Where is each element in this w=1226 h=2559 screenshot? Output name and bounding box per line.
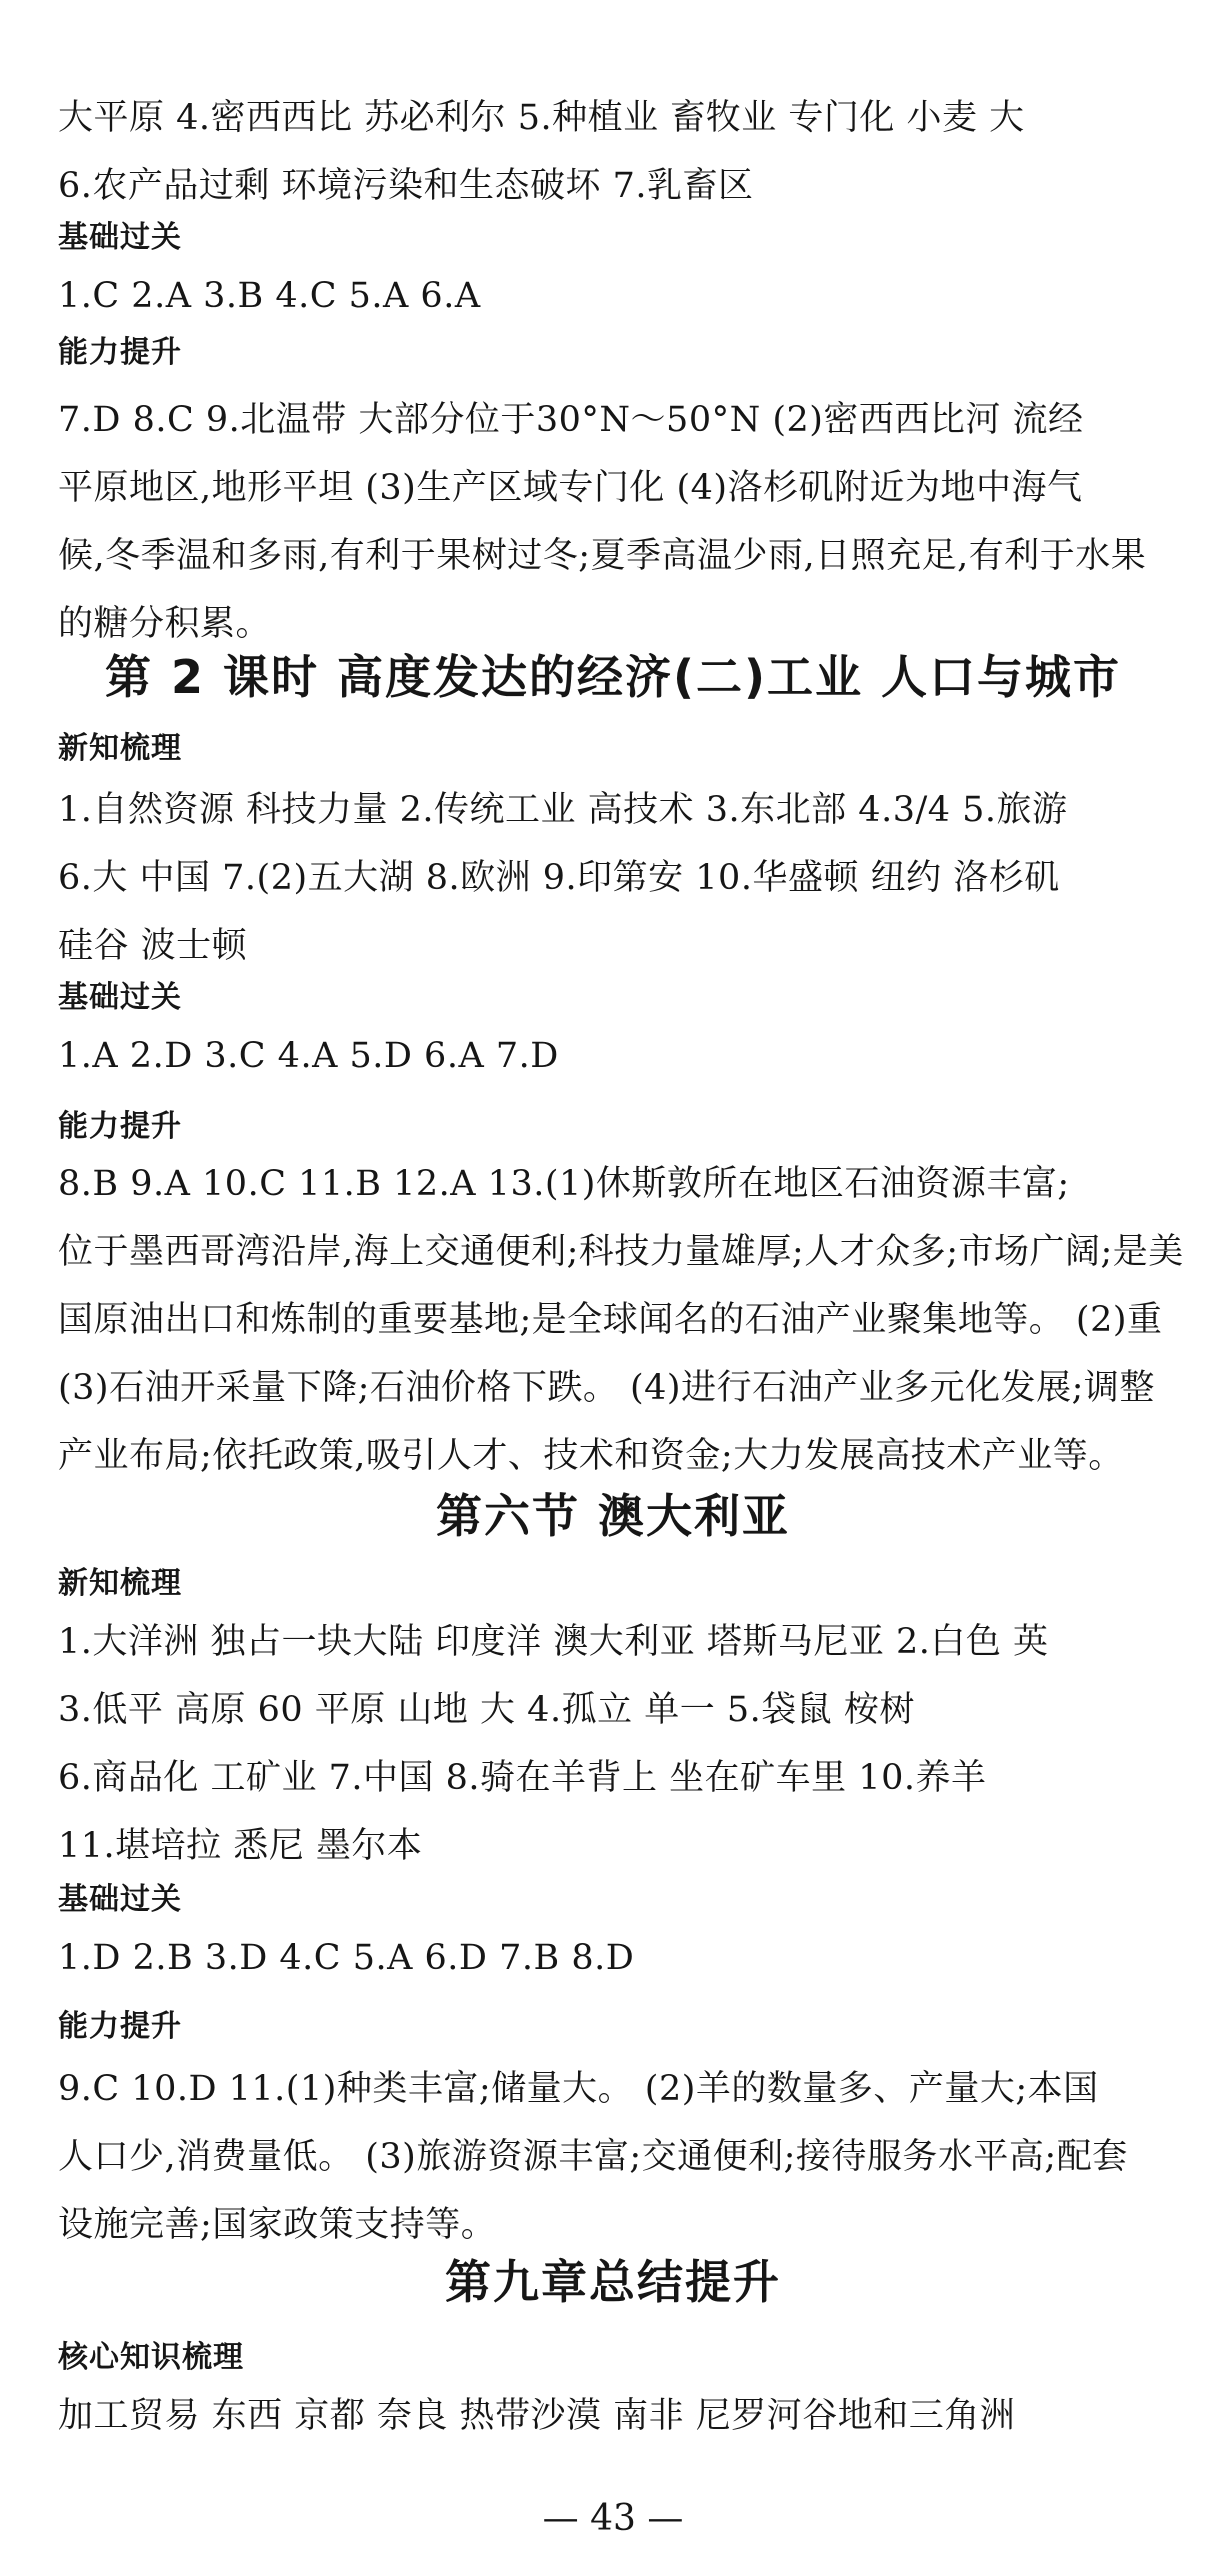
answer-block [58, 1150, 1184, 1490]
answer-block [58, 776, 1166, 980]
section-heading-basic: 基础过关 [58, 220, 182, 255]
answer-line: 1.D 2.B 3.D 4.C 5.A 6.D 7.B 8.D [58, 1938, 635, 1978]
section-heading-new-knowledge: 新知梳理 [58, 1566, 182, 1601]
chapter-summary-title: 第九章总结提升 [445, 2255, 781, 2309]
answer-block-continued [58, 84, 1166, 220]
answer-line: 1.A 2.D 3.C 4.A 5.D 6.A 7.D [58, 1036, 559, 1076]
answer-block [58, 2055, 1166, 2259]
answer-line: 大平原 4.密西西比 苏必利尔 5.种植业 畜牧业 专门化 小麦 大 [58, 98, 1025, 138]
section-heading-ability: 能力提升 [58, 335, 182, 370]
page-number: — 43 — [542, 2498, 684, 2539]
answer-line: 人口少,消费量低。 (3)旅游资源丰富;交通便利;接待服务水平高;配套 [58, 2137, 1128, 2177]
answer-line: 3.低平 高原 60 平原 山地 大 4.孤立 单一 5.袋鼠 桉树 [58, 1690, 915, 1730]
answer-line: 6.农产品过剩 环境污染和生态破坏 7.乳畜区 [58, 166, 754, 206]
answer-line: 的糖分积累。 [58, 604, 272, 644]
answer-line: 7.D 8.C 9.北温带 大部分位于30°N～50°N (2)密西西比河 流经 [58, 400, 1084, 440]
answer-line: 平原地区,地形平坦 (3)生产区域专门化 (4)洛杉矶附近为地中海气 [58, 468, 1083, 508]
answer-line: 6.大 中国 7.(2)五大湖 8.欧洲 9.印第安 10.华盛顿 纽约 洛杉矶 [58, 858, 1060, 898]
answer-line: 设施完善;国家政策支持等。 [58, 2205, 497, 2245]
answer-line: 11.堪培拉 悉尼 墨尔本 [58, 1826, 423, 1866]
section-title: 第六节 澳大利亚 [435, 1489, 790, 1543]
lesson-title: 第 2 课时 高度发达的经济(二)工业 人口与城市 [104, 650, 1122, 704]
answer-line: 候,冬季温和多雨,有利于果树过冬;夏季高温少雨,日照充足,有利于水果 [58, 536, 1147, 576]
section-heading-core-knowledge: 核心知识梳理 [58, 2340, 244, 2375]
answer-line: 6.商品化 工矿业 7.中国 8.骑在羊背上 坐在矿车里 10.养羊 [58, 1758, 987, 1798]
section-heading-basic: 基础过关 [58, 980, 182, 1015]
answer-line: 1.自然资源 科技力量 2.传统工业 高技术 3.东北部 4.3/4 5.旅游 [58, 790, 1068, 830]
section-heading-new-knowledge: 新知梳理 [58, 731, 182, 766]
answer-block [58, 386, 1166, 658]
answer-line: 硅谷 波士顿 [58, 926, 248, 966]
answer-block [58, 262, 1166, 330]
answer-block [58, 1608, 1166, 1880]
answer-block [58, 1022, 1166, 1090]
section-heading-basic: 基础过关 [58, 1882, 182, 1917]
answer-line: (3)石油开采量下降;石油价格下跌。 (4)进行石油产业多元化发展;调整 [58, 1368, 1155, 1408]
answer-line: 国原油出口和炼制的重要基地;是全球闻名的石油产业聚集地等。 (2)重 [58, 1300, 1163, 1340]
answer-block [58, 2382, 1166, 2450]
section-heading-ability: 能力提升 [58, 1109, 182, 1144]
answer-line: 位于墨西哥湾沿岸,海上交通便利;科技力量雄厚;人才众多;市场广阔;是美 [58, 1232, 1184, 1272]
section-heading-ability: 能力提升 [58, 2009, 182, 2044]
answer-line: 9.C 10.D 11.(1)种类丰富;储量大。 (2)羊的数量多、产量大;本国 [58, 2069, 1099, 2109]
answer-line: 加工贸易 东西 京都 奈良 热带沙漠 南非 尼罗河谷地和三角洲 [58, 2396, 1016, 2436]
answer-line: 1.C 2.A 3.B 4.C 5.A 6.A [58, 276, 481, 316]
answer-line: 产业布局;依托政策,吸引人才、技术和资金;大力发展高技术产业等。 [58, 1436, 1124, 1476]
answer-line: 8.B 9.A 10.C 11.B 12.A 13.(1)休斯敦所在地区石油资源丰富; [58, 1164, 1070, 1204]
answer-line: 1.大洋洲 独占一块大陆 印度洋 澳大利亚 塔斯马尼亚 2.白色 英 [58, 1622, 1049, 1662]
answer-block [58, 1924, 1166, 1992]
